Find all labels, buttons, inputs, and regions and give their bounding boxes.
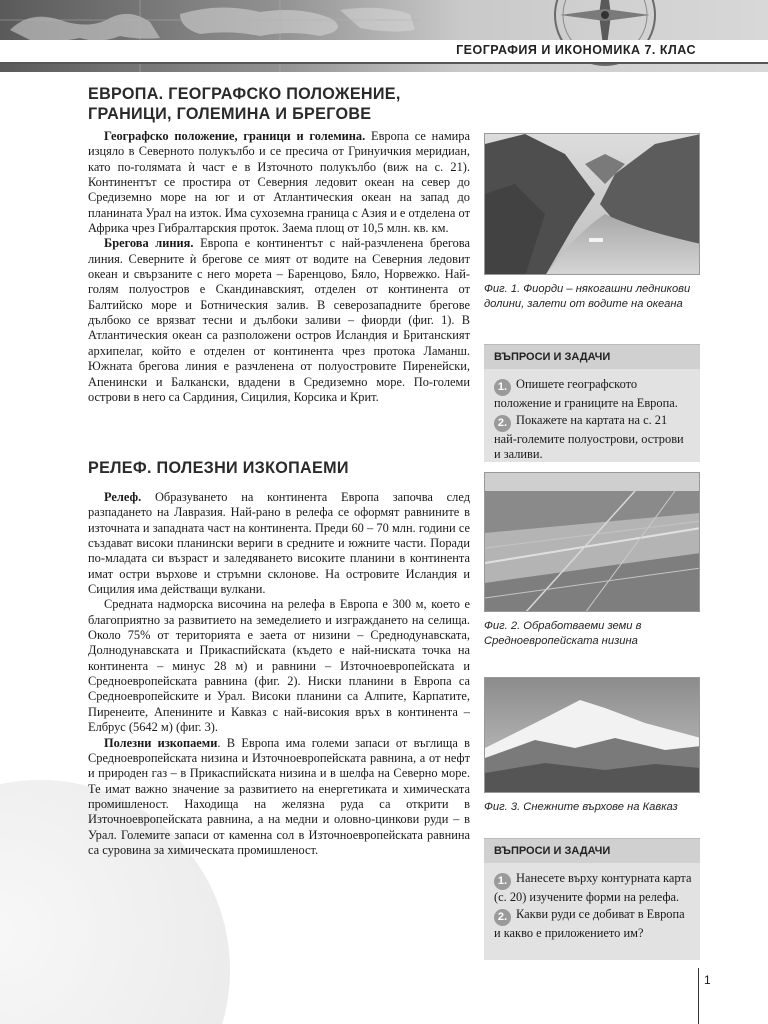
question-item [494,413,692,462]
page-number: 1 [704,973,711,987]
paragraph-text: Европа е континентът с най-разчленена брегова линия. Северните ѝ брегове се мият от водите на Северния ледовит океан и свързаните с него морета – Баренцово, Бяло, Норвежко. Най-голям полуостров е Скандинавският, отделен от континента от Балтийско море и Ботническия залив. В северозападните брегове дълбоко се врязват тесни и дълбоки заливи – фиорди (фиг. 1). В Атлантическия океан са разположени остров Исландия и Британският архипелаг, който е отделен от континента чрез протока Ламанш. Южната брегова линия е разчленена от полуостровите Пиренейски, Апенински и Балкански, вдадени в Средиземно море. По-големи острови в него са Сардиния, Сицилия, Корсика и Крит. [88,236,470,404]
questions-list [484,863,700,941]
paragraph-minerals [88,736,470,859]
question-number-badge: 2. [494,415,511,432]
figure1-caption: Фиг. 1. Фиорди – някогашни ледникови долини, залети от водите на океана [484,283,691,310]
paragraph-relief [88,490,470,597]
section1-title-line1: ЕВРОПА. ГЕОГРАФСКО ПОЛОЖЕНИЕ, [88,85,401,103]
question-number-badge: 1. [494,379,511,396]
questions-list [484,369,700,463]
question-text: Опишете географското положение и границите на Европа. [494,377,678,410]
paragraph-heading: Брегова линия. [104,236,194,251]
questions-box-2 [484,838,700,960]
figure2-caption: Фиг. 2. Обработваеми земи в Средноевропейската низина [484,620,642,647]
section1-title [88,84,468,124]
paragraph-altitude [88,597,470,735]
figure3-caption: Фиг. 3. Снежните върхове на Кавказ [484,801,678,813]
fjord-illustration [485,134,700,275]
figure-fjord-photo [484,133,700,275]
section1-body [88,129,470,405]
question-item [494,871,692,905]
farmland-illustration [485,473,700,612]
paragraph-heading: Географско положение, граници и големина. [104,129,366,143]
questions-box-1 [484,344,700,462]
paragraph-text: Средната надморска височина на релефа в Европа е 300 м, което е благоприятно за развитието на земеделието и изграждането на селища. Около 75% от територията е заета от низини – Среднодунавската, Долнодунавската и Прикаспийската (където е най-ниската точка на континента – минус 28 м) и равнини – Източноевропейската и Средноевропейската равнина (фиг. 2). Ниски планини в Европа са Средноевропейските и Урал. Високи планини са Алпите, Карпатите, Пиренеите, Апенините и Кавказ с най-високия връх в континента – Елбрус (5642 м) (фиг. 3). [88,597,470,735]
section1-title-line2: ГРАНИЦИ, ГОЛЕМИНА И БРЕГОВЕ [88,105,372,123]
paragraph-heading: Релеф. [104,490,142,504]
question-text: Какви руди се добиват в Европа и какво е приложението им? [494,907,685,941]
paragraph-text: Европа се намира изцяло в Северното полукълбо и се пресича от Гринуичкия меридиан, като по-голямата ѝ част е в Източното полукълбо (виж на с. 21). Континентът се простира от Северния ледовит океан на север до Средиземно море на юг и от Атлантическия океан на запад до планината Урал на изток. Има сухоземна граница с Азия и е отделена от Африка чрез Гибралтарския проток. Заема площ от 10,5 млн. кв. км. [88,129,470,236]
paragraph-text: Образуването на континента Европа започва след разпадането на Лавразия. Най-рано в релефа се оформят равнините в източната и западната част на континента. Преди 60 – 70 млн. години се създават високи планински вериги в средните и южните части. Поради по-младата си възраст и заледяването високите планини в континента имат остри върхове и стръмни склонове. На островите Исландия и Сицилия има действащи вулкани. [88,490,470,597]
mountain-illustration [485,678,700,793]
section2-title-line: РЕЛЕФ. ПОЛЕЗНИ ИЗКОПАЕМИ [88,459,349,477]
paragraph-heading: Полезни изкопаеми [104,735,218,750]
questions-title: ВЪПРОСИ И ЗАДАЧИ [484,839,700,863]
paragraph-position [88,129,470,236]
book-title: ГЕОГРАФИЯ И ИКОНОМИКА 7. КЛАС [456,43,696,57]
questions-title: ВЪПРОСИ И ЗАДАЧИ [484,345,700,369]
figure-farmland-photo [484,472,700,612]
paragraph-text: . В Европа има големи запаси от въглища в Средноевропейската низина и Източноевропейската равнина, а от нефт и природен газ – в Прикаспийската низина и в шелфа на Северно море. Те имат важно значение за развитието на енергетиката и химическата промишленост. Находища на желязна руда са открити в Източноевропейската равнина, а на медни и оловно-цинкови руди – в Урал. Големите запаси от каменна сол в Източноевропейската равнина са суровина за химическата промишленост. [88,735,470,857]
question-text: Покажете на картата на с. 21 най-големите полуострови, острови и заливи. [494,413,684,462]
page-number-divider [698,968,699,1024]
figure-caucasus-photo [484,677,700,793]
section2-body [88,490,470,858]
question-item [494,377,692,411]
question-item [494,907,692,941]
section2-title [88,458,468,478]
question-number-badge: 2. [494,909,511,926]
question-text: Нанесете върху контурната карта (с. 20) изучените форми на релефа. [494,871,692,904]
book-title-bar [0,40,768,64]
paragraph-coastline [88,236,470,405]
question-number-badge: 1. [494,873,511,890]
header-banner [0,0,768,72]
